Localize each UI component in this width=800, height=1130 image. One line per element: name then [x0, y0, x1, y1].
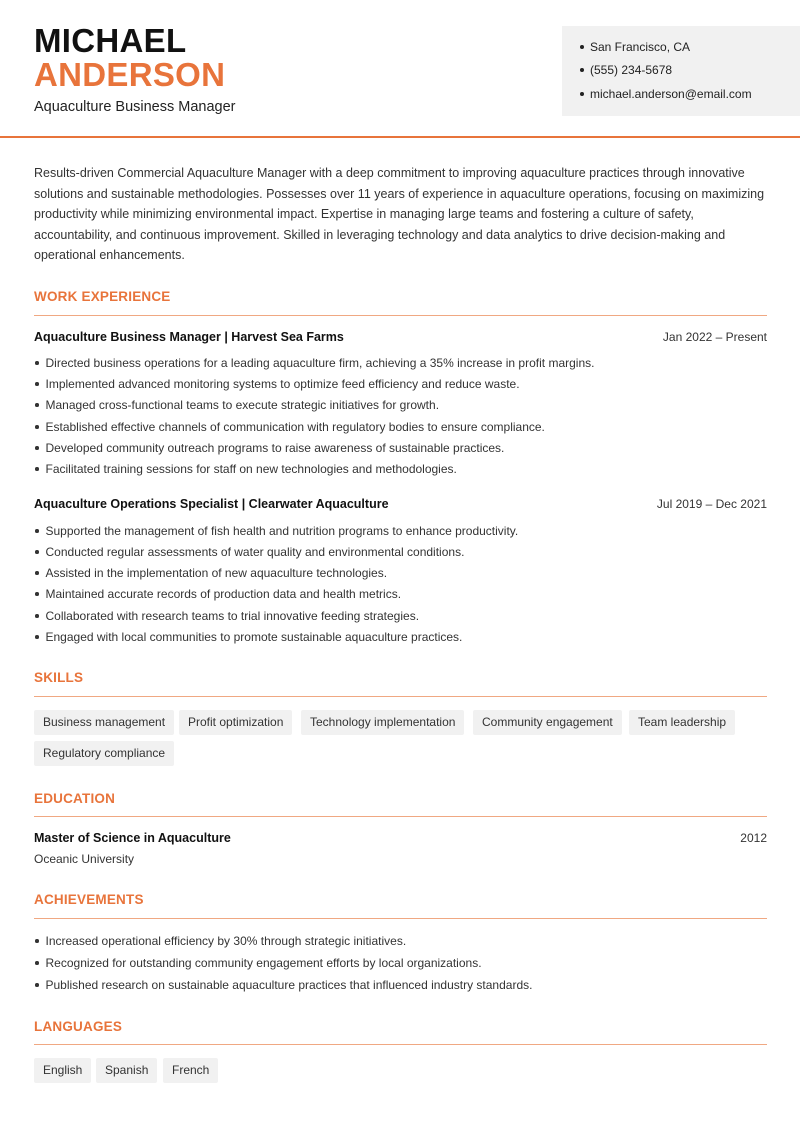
- phone-text: (555) 234-5678: [590, 63, 673, 77]
- list-item-text: Collaborated with research teams to trial innovative feeding strategies.: [45, 609, 420, 623]
- bullet-icon: [35, 635, 39, 639]
- section-title-languages: LANGUAGES: [34, 1019, 123, 1034]
- list-item: [34, 545, 774, 559]
- resume-header: [0, 0, 800, 138]
- section-divider: [34, 816, 767, 817]
- summary-paragraph: Results-driven Commercial Aquaculture Manager with a deep commitment to improving aquaculture practices through innovative solutions and sustainable methodologies. Possesses over 11 years of experience in aquaculture operations, focusing on maximizing productivity while minimizing environmental impact. Expertise in managing large teams and fostering a culture of safety, accountability, and continuous improvement. Skilled in leveraging technology and data analytics to drive decision-making and operational enhancements.: [34, 166, 765, 262]
- bullet-icon: [35, 961, 39, 965]
- section-title-education: EDUCATION: [34, 791, 116, 806]
- list-item-text: Developed community outreach programs to raise awareness of sustainable practices.: [45, 441, 505, 455]
- list-item: [34, 566, 774, 580]
- bullet-icon: [35, 425, 39, 429]
- skill-tag: Team leadership: [629, 710, 735, 735]
- contact-email: [580, 87, 752, 101]
- skill-tag: Technology implementation: [301, 710, 464, 735]
- list-item-text: Managed cross-functional teams to execute strategic initiatives for growth.: [45, 398, 440, 412]
- list-item-text: Conducted regular assessments of water quality and environmental conditions.: [45, 545, 465, 559]
- bullet-icon: [35, 382, 39, 386]
- school-name: Oceanic University: [34, 852, 135, 866]
- list-item-text: Recognized for outstanding community engagement efforts by local organizations.: [45, 956, 482, 970]
- job-title-2: Aquaculture Operations Specialist | Clearwater Aquaculture: [34, 497, 389, 511]
- job-dates-2: Jul 2019 – Dec 2021: [656, 497, 767, 511]
- first-name: MICHAEL: [34, 22, 187, 59]
- job-title: Aquaculture Business Manager: [34, 99, 236, 115]
- contact-phone: [580, 63, 672, 77]
- graduation-year: 2012: [740, 831, 767, 845]
- section-title-work-experience: WORK EXPERIENCE: [34, 289, 171, 304]
- bullet-icon: [35, 467, 39, 471]
- degree-title: Master of Science in Aquaculture: [34, 831, 231, 845]
- bullet-icon: [580, 68, 584, 72]
- list-item-text: Established effective channels of communication with regulatory bodies to ensure compliance.: [45, 420, 545, 434]
- list-item-text: Facilitated training sessions for staff on new technologies and methodologies.: [45, 462, 457, 476]
- section-divider: [34, 1044, 767, 1045]
- section-divider: [34, 315, 767, 316]
- list-item: [34, 356, 774, 370]
- bullet-icon: [35, 403, 39, 407]
- bullet-icon: [35, 550, 39, 554]
- list-item-text: Implemented advanced monitoring systems to optimize feed efficiency and reduce waste.: [45, 377, 520, 391]
- list-item: [34, 978, 774, 992]
- bullet-icon: [35, 983, 39, 987]
- job-title-1: Aquaculture Business Manager | Harvest Sea Farms: [34, 330, 344, 344]
- bullet-icon: [35, 592, 39, 596]
- bullet-icon: [35, 446, 39, 450]
- bullet-icon: [35, 939, 39, 943]
- list-item-text: Assisted in the implementation of new aquaculture technologies.: [45, 566, 388, 580]
- section-divider: [34, 696, 767, 697]
- job-dates-1: Jan 2022 – Present: [662, 330, 767, 344]
- bullet-icon: [35, 571, 39, 575]
- section-divider: [34, 918, 767, 919]
- list-item: [34, 524, 774, 538]
- skill-tag: Regulatory compliance: [34, 741, 174, 766]
- list-item-text: Engaged with local communities to promote sustainable aquaculture practices.: [45, 630, 463, 644]
- skill-tag: Profit optimization: [179, 710, 292, 735]
- skill-tag: Community engagement: [473, 710, 622, 735]
- list-item-text: Maintained accurate records of production data and health metrics.: [45, 587, 402, 601]
- list-item: [34, 462, 774, 476]
- last-name: ANDERSON: [34, 56, 226, 93]
- list-item: [34, 420, 774, 434]
- list-item: [34, 587, 774, 601]
- language-tag: Spanish: [96, 1058, 157, 1083]
- skill-tag: Business management: [34, 710, 174, 735]
- list-item: [34, 377, 774, 391]
- list-item-text: Supported the management of fish health and nutrition programs to enhance productivity.: [45, 524, 519, 538]
- email-text: michael.anderson@email.com: [590, 87, 752, 101]
- language-tag: English: [34, 1058, 91, 1083]
- list-item: [34, 934, 774, 948]
- list-item-text: Increased operational efficiency by 30% through strategic initiatives.: [45, 934, 407, 948]
- contact-location: [580, 40, 690, 54]
- list-item-text: Directed business operations for a leading aquaculture firm, achieving a 35% increase in profit margins.: [45, 356, 595, 370]
- section-title-skills: SKILLS: [34, 670, 84, 685]
- list-item: [34, 398, 774, 412]
- location-text: San Francisco, CA: [590, 40, 691, 54]
- bullet-icon: [35, 529, 39, 533]
- section-title-achievements: ACHIEVEMENTS: [34, 892, 144, 907]
- list-item: [34, 441, 774, 455]
- list-item-text: Published research on sustainable aquaculture practices that influenced industry standards.: [45, 978, 533, 992]
- bullet-icon: [580, 92, 584, 96]
- bullet-icon: [35, 361, 39, 365]
- list-item: [34, 609, 774, 623]
- bullet-icon: [580, 45, 584, 49]
- list-item: [34, 630, 774, 644]
- list-item: [34, 956, 774, 970]
- bullet-icon: [35, 614, 39, 618]
- language-tag: French: [163, 1058, 218, 1083]
- contact-box: [562, 26, 800, 116]
